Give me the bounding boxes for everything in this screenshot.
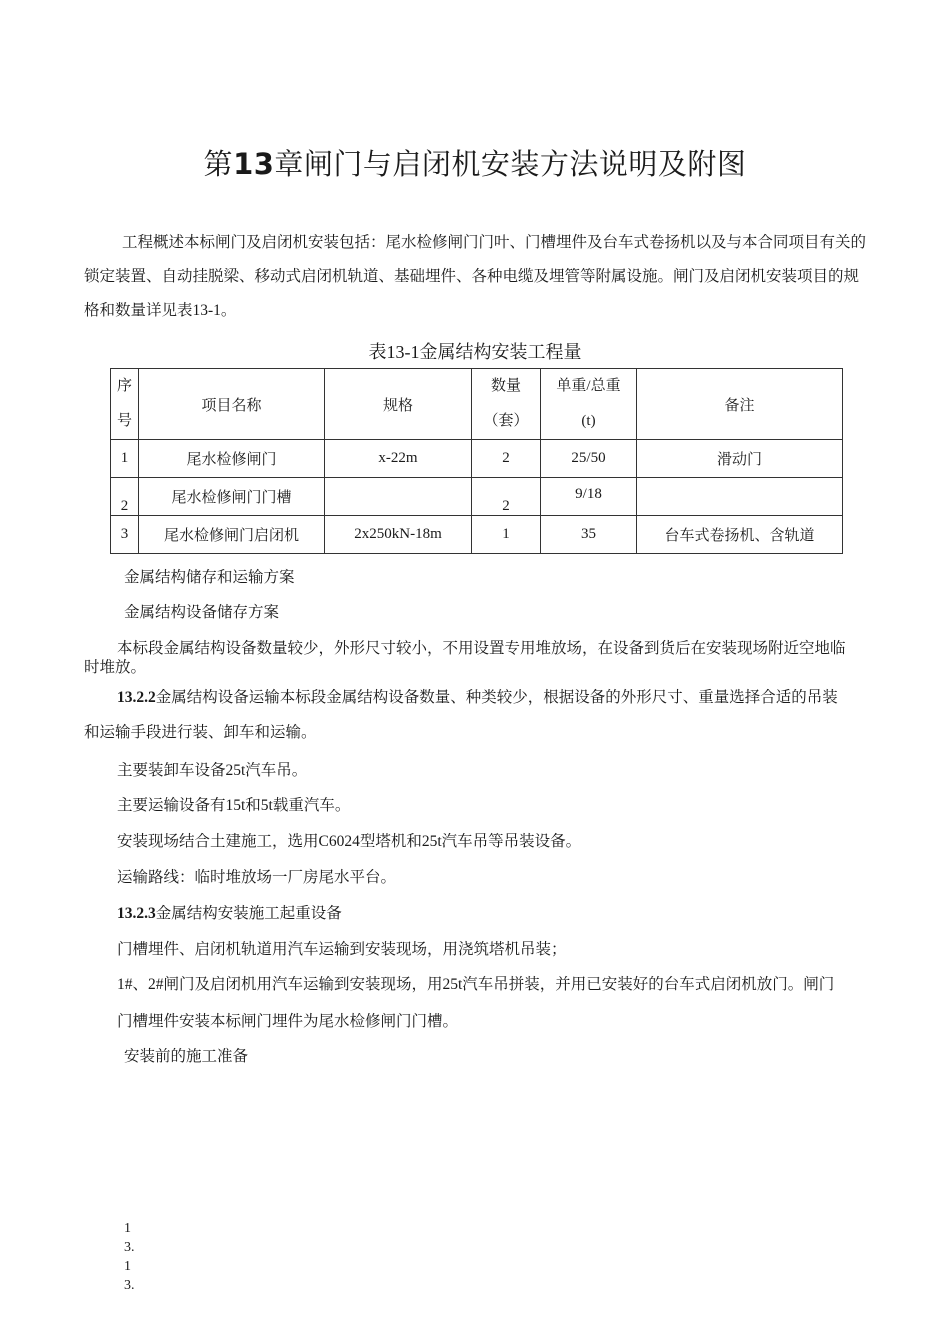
page-title: 第13章闸门与启闭机安装方法说明及附图 [203, 147, 747, 181]
paragraph: 13.2.2金属结构设备运输本标段金属结构设备数量、种类较少，根据设备的外形尺寸、重量选择合适的吊装 [117, 689, 838, 706]
table-header-row [111, 369, 843, 440]
paragraph: 13.2.3金属结构安装施工起重设备 [117, 905, 342, 922]
cell-name: 尾水检修闸门启闭机 [139, 516, 325, 554]
section-heading: 金属结构储存和运输方案 [124, 569, 295, 586]
paragraph: 门槽埋件安装本标闸门埋件为尾水检修闸门门槽。 [117, 1013, 459, 1030]
cell-spec: 2x250kN-18m [325, 516, 472, 554]
quantity-table [110, 368, 843, 554]
paragraph: 门槽埋件、启闭机轨道用汽车运输到安装现场，用浇筑塔机吊装； [117, 941, 567, 958]
cell-seq: 3 [111, 516, 139, 554]
cell-spec: x-22m [325, 440, 472, 478]
paragraph: 和运输手段进行装、卸车和运输。 [84, 724, 317, 741]
paragraph: 时堆放。 [84, 659, 147, 676]
cell-qty: 2 [472, 440, 541, 478]
header-spec: 规格 [325, 369, 472, 440]
intro-paragraph: 工程概述本标闸门及启闭机安装包括：尾水检修闸门门叶、门槽埋件及台车式卷扬机以及与本合同项目有关的锁定装置、自动挂脱梁、移动式启闭机轨道、基础埋件、各种电缆及埋管等附属设施。闸门及启闭机安装项目的规格和数量详见表13-1。 [84, 234, 867, 319]
paragraph: 主要运输设备有15t和5t载重汽车。 [117, 797, 351, 814]
table-caption: 表13-1金属结构安装工程量 [368, 342, 582, 362]
cell-qty: 1 [472, 516, 541, 554]
cell-name: 尾水检修闸门门槽 [139, 478, 325, 516]
header-seq: 序 号 [111, 369, 139, 440]
header-name: 项目名称 [139, 369, 325, 440]
section-heading: 安装前的施工准备 [124, 1048, 249, 1065]
cell-remark [637, 478, 843, 516]
cell-spec [325, 478, 472, 516]
paragraph: 运输路线：临时堆放场一厂房尾水平台。 [117, 869, 397, 886]
cell-qty: 2 [472, 478, 541, 516]
table-row [111, 440, 843, 478]
cell-remark: 台车式卷扬机、含轨道 [637, 516, 843, 554]
paragraph: 安装现场结合土建施工，选用C6024型塔机和25t汽车吊等吊装设备。 [117, 833, 582, 850]
paragraph: 本标段金属结构设备数量较少，外形尺寸较小，不用设置专用堆放场，在设备到货后在安装现场附近空地临 [117, 640, 846, 657]
table-row [111, 478, 843, 516]
cell-remark: 滑动门 [637, 440, 843, 478]
header-qty: 数量 （套） [472, 369, 541, 440]
header-remark: 备注 [637, 369, 843, 440]
footer-number: 1 [124, 1259, 131, 1274]
footer-number: 1 [124, 1221, 131, 1236]
section-heading: 金属结构设备储存方案 [124, 604, 280, 621]
cell-weight: 25/50 [541, 440, 637, 478]
paragraph: 主要装卸车设备25t汽车吊。 [117, 762, 308, 779]
header-weight: 单重/总重 (t) [541, 369, 637, 440]
paragraph: 1#、2#闸门及启闭机用汽车运输到安装现场，用25t汽车吊拼装，并用已安装好的台车式启闭机放门。闸门 [117, 976, 835, 993]
cell-weight: 9/18 [541, 478, 637, 516]
cell-seq: 1 [111, 440, 139, 478]
table-row [111, 516, 843, 554]
cell-name: 尾水检修闸门 [139, 440, 325, 478]
cell-weight: 35 [541, 516, 637, 554]
footer-number: 3. [124, 1240, 135, 1255]
cell-seq: 2 [111, 478, 139, 516]
footer-number: 3. [124, 1278, 135, 1293]
